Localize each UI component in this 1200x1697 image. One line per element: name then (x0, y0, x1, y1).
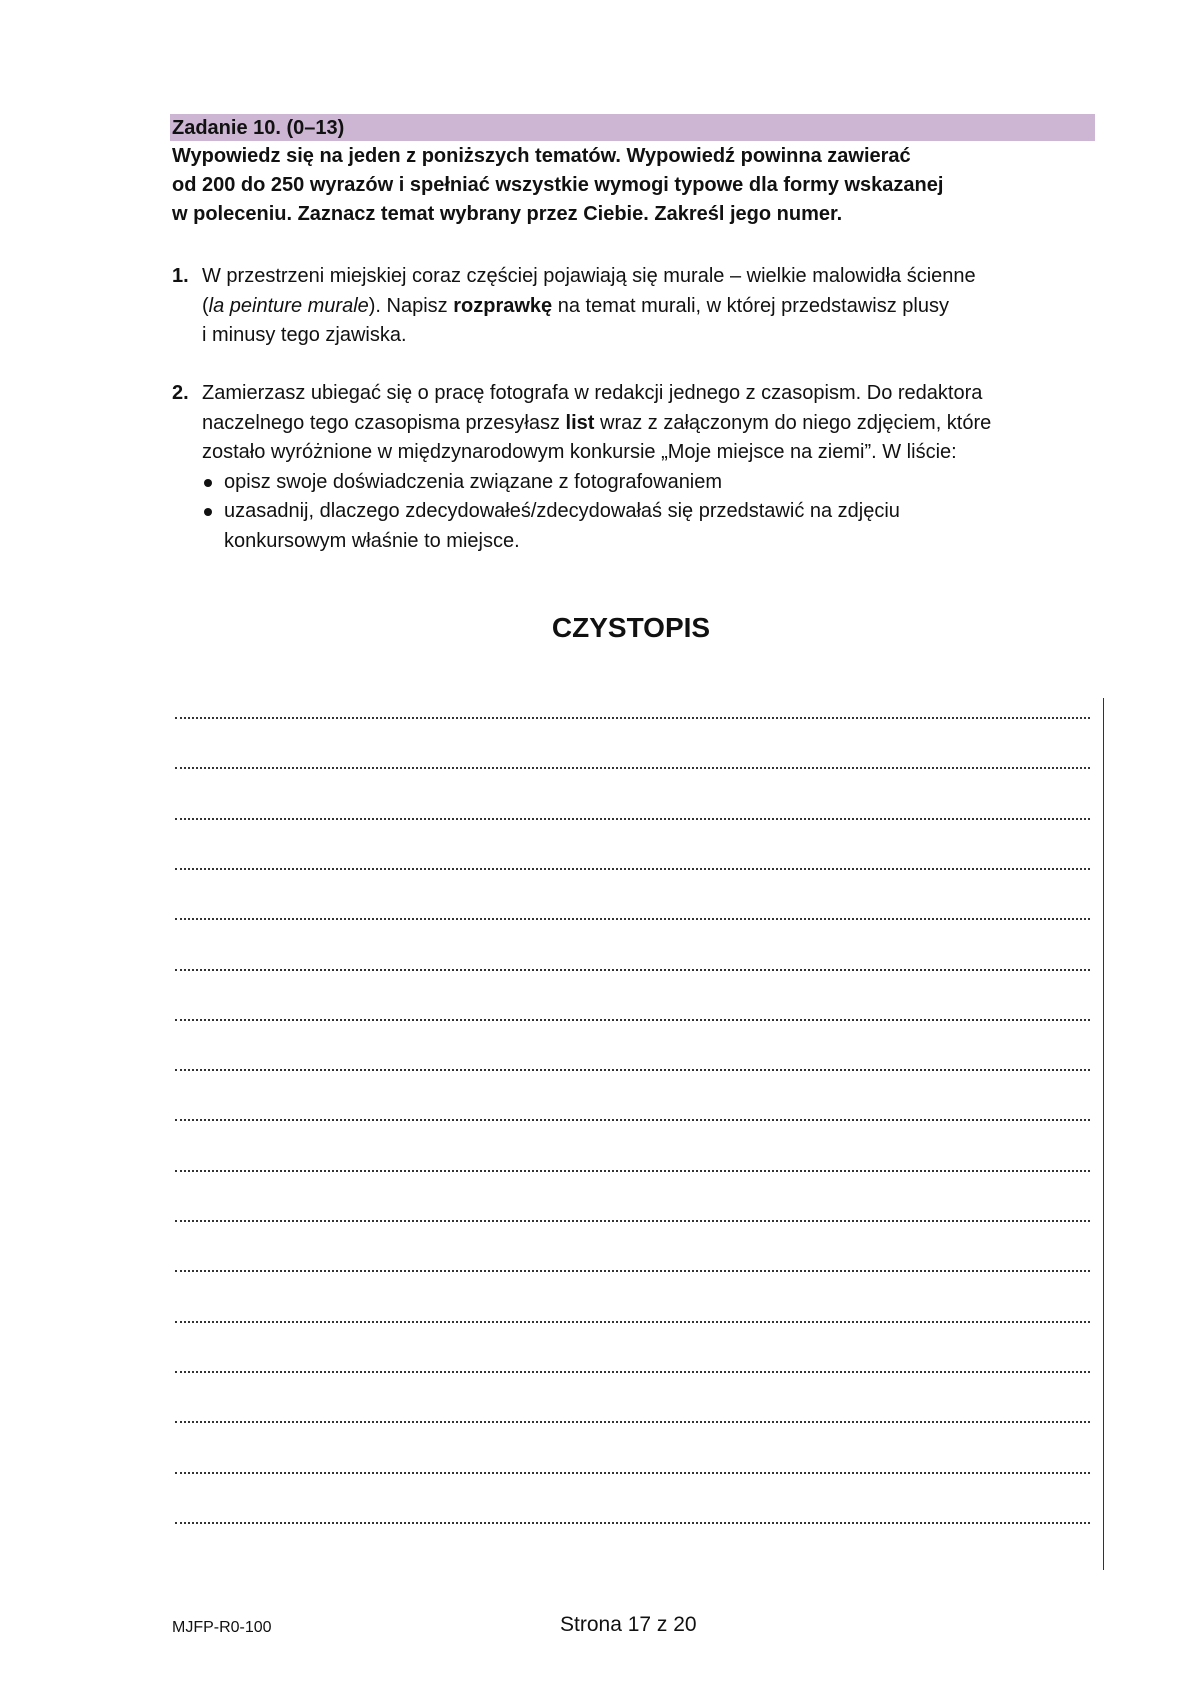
bullet-icon (204, 479, 212, 487)
task-instruction (172, 142, 1092, 229)
bullet-item: uzasadnij, dlaczego zdecydowałeś/zdecydowałaś się przedstawić na zdjęciu konkursowym właśnie to miejsce. (202, 497, 1102, 556)
topic-line: naczelnego tego czasopisma przesyłasz list wraz z załączonym do niego zdjęciem, które (202, 411, 992, 434)
answer-line[interactable] (175, 918, 1090, 920)
answer-line[interactable] (175, 1472, 1090, 1474)
topic-bullet-list (202, 468, 1102, 557)
answer-line[interactable] (175, 767, 1090, 769)
answer-line[interactable] (175, 1421, 1090, 1423)
answer-line[interactable] (175, 969, 1090, 971)
topic-line: W przestrzeni miejskiej coraz częściej pojawiają się murale – wielkie malowidła ścienne (202, 265, 976, 287)
answer-line[interactable] (175, 1270, 1090, 1272)
exam-code: MJFP-R0-100 (172, 1619, 272, 1636)
answer-line[interactable] (175, 1220, 1090, 1222)
form-keyword: rozprawkę (453, 294, 553, 317)
clean-copy-title: CZYSTOPIS (551, 612, 711, 643)
answer-line[interactable] (175, 1019, 1090, 1021)
margin-rule (1103, 698, 1104, 1570)
french-term: la peinture murale (208, 294, 369, 317)
topic-line: (la peinture murale). Napisz rozprawkę na temat murali, w której przedstawisz plusy (202, 294, 949, 317)
topic-body (202, 262, 1102, 351)
answer-line[interactable] (175, 1069, 1090, 1071)
bullet-icon (204, 508, 212, 516)
topic-number[interactable]: 2. (172, 382, 189, 404)
topic-body (202, 379, 1102, 556)
bullet-item: opisz swoje doświadczenia związane z fotografowaniem (202, 468, 1102, 498)
answer-line[interactable] (175, 1321, 1090, 1323)
writing-area[interactable] (175, 700, 1090, 1560)
answer-line[interactable] (175, 1119, 1090, 1121)
answer-line[interactable] (175, 1522, 1090, 1524)
instruction-line: w poleceniu. Zaznacz temat wybrany przez Ciebie. Zakreśl jego numer. (172, 203, 843, 225)
answer-line[interactable] (175, 818, 1090, 820)
page-number: Strona 17 z 20 (560, 1613, 697, 1636)
form-keyword: list (565, 411, 595, 434)
answer-line[interactable] (175, 717, 1090, 719)
topic-line: Zamierzasz ubiegać się o pracę fotografa w redakcji jednego z czasopism. Do redaktora (202, 382, 983, 404)
topic-number[interactable]: 1. (172, 265, 189, 287)
topic-line: i minusy tego zjawiska. (202, 324, 407, 346)
instruction-line: od 200 do 250 wyrazów i spełniać wszystkie wymogi typowe dla formy wskazanej (172, 174, 944, 196)
task-title: Zadanie 10. (0–13) (172, 117, 345, 139)
answer-line[interactable] (175, 1371, 1090, 1373)
topic-line: zostało wyróżnione w międzynarodowym konkursie „Moje miejsce na ziemi”. W liście: (202, 441, 957, 463)
answer-line[interactable] (175, 1170, 1090, 1172)
instruction-line: Wypowiedz się na jeden z poniższych tematów. Wypowiedź powinna zawierać (172, 145, 911, 167)
answer-line[interactable] (175, 868, 1090, 870)
